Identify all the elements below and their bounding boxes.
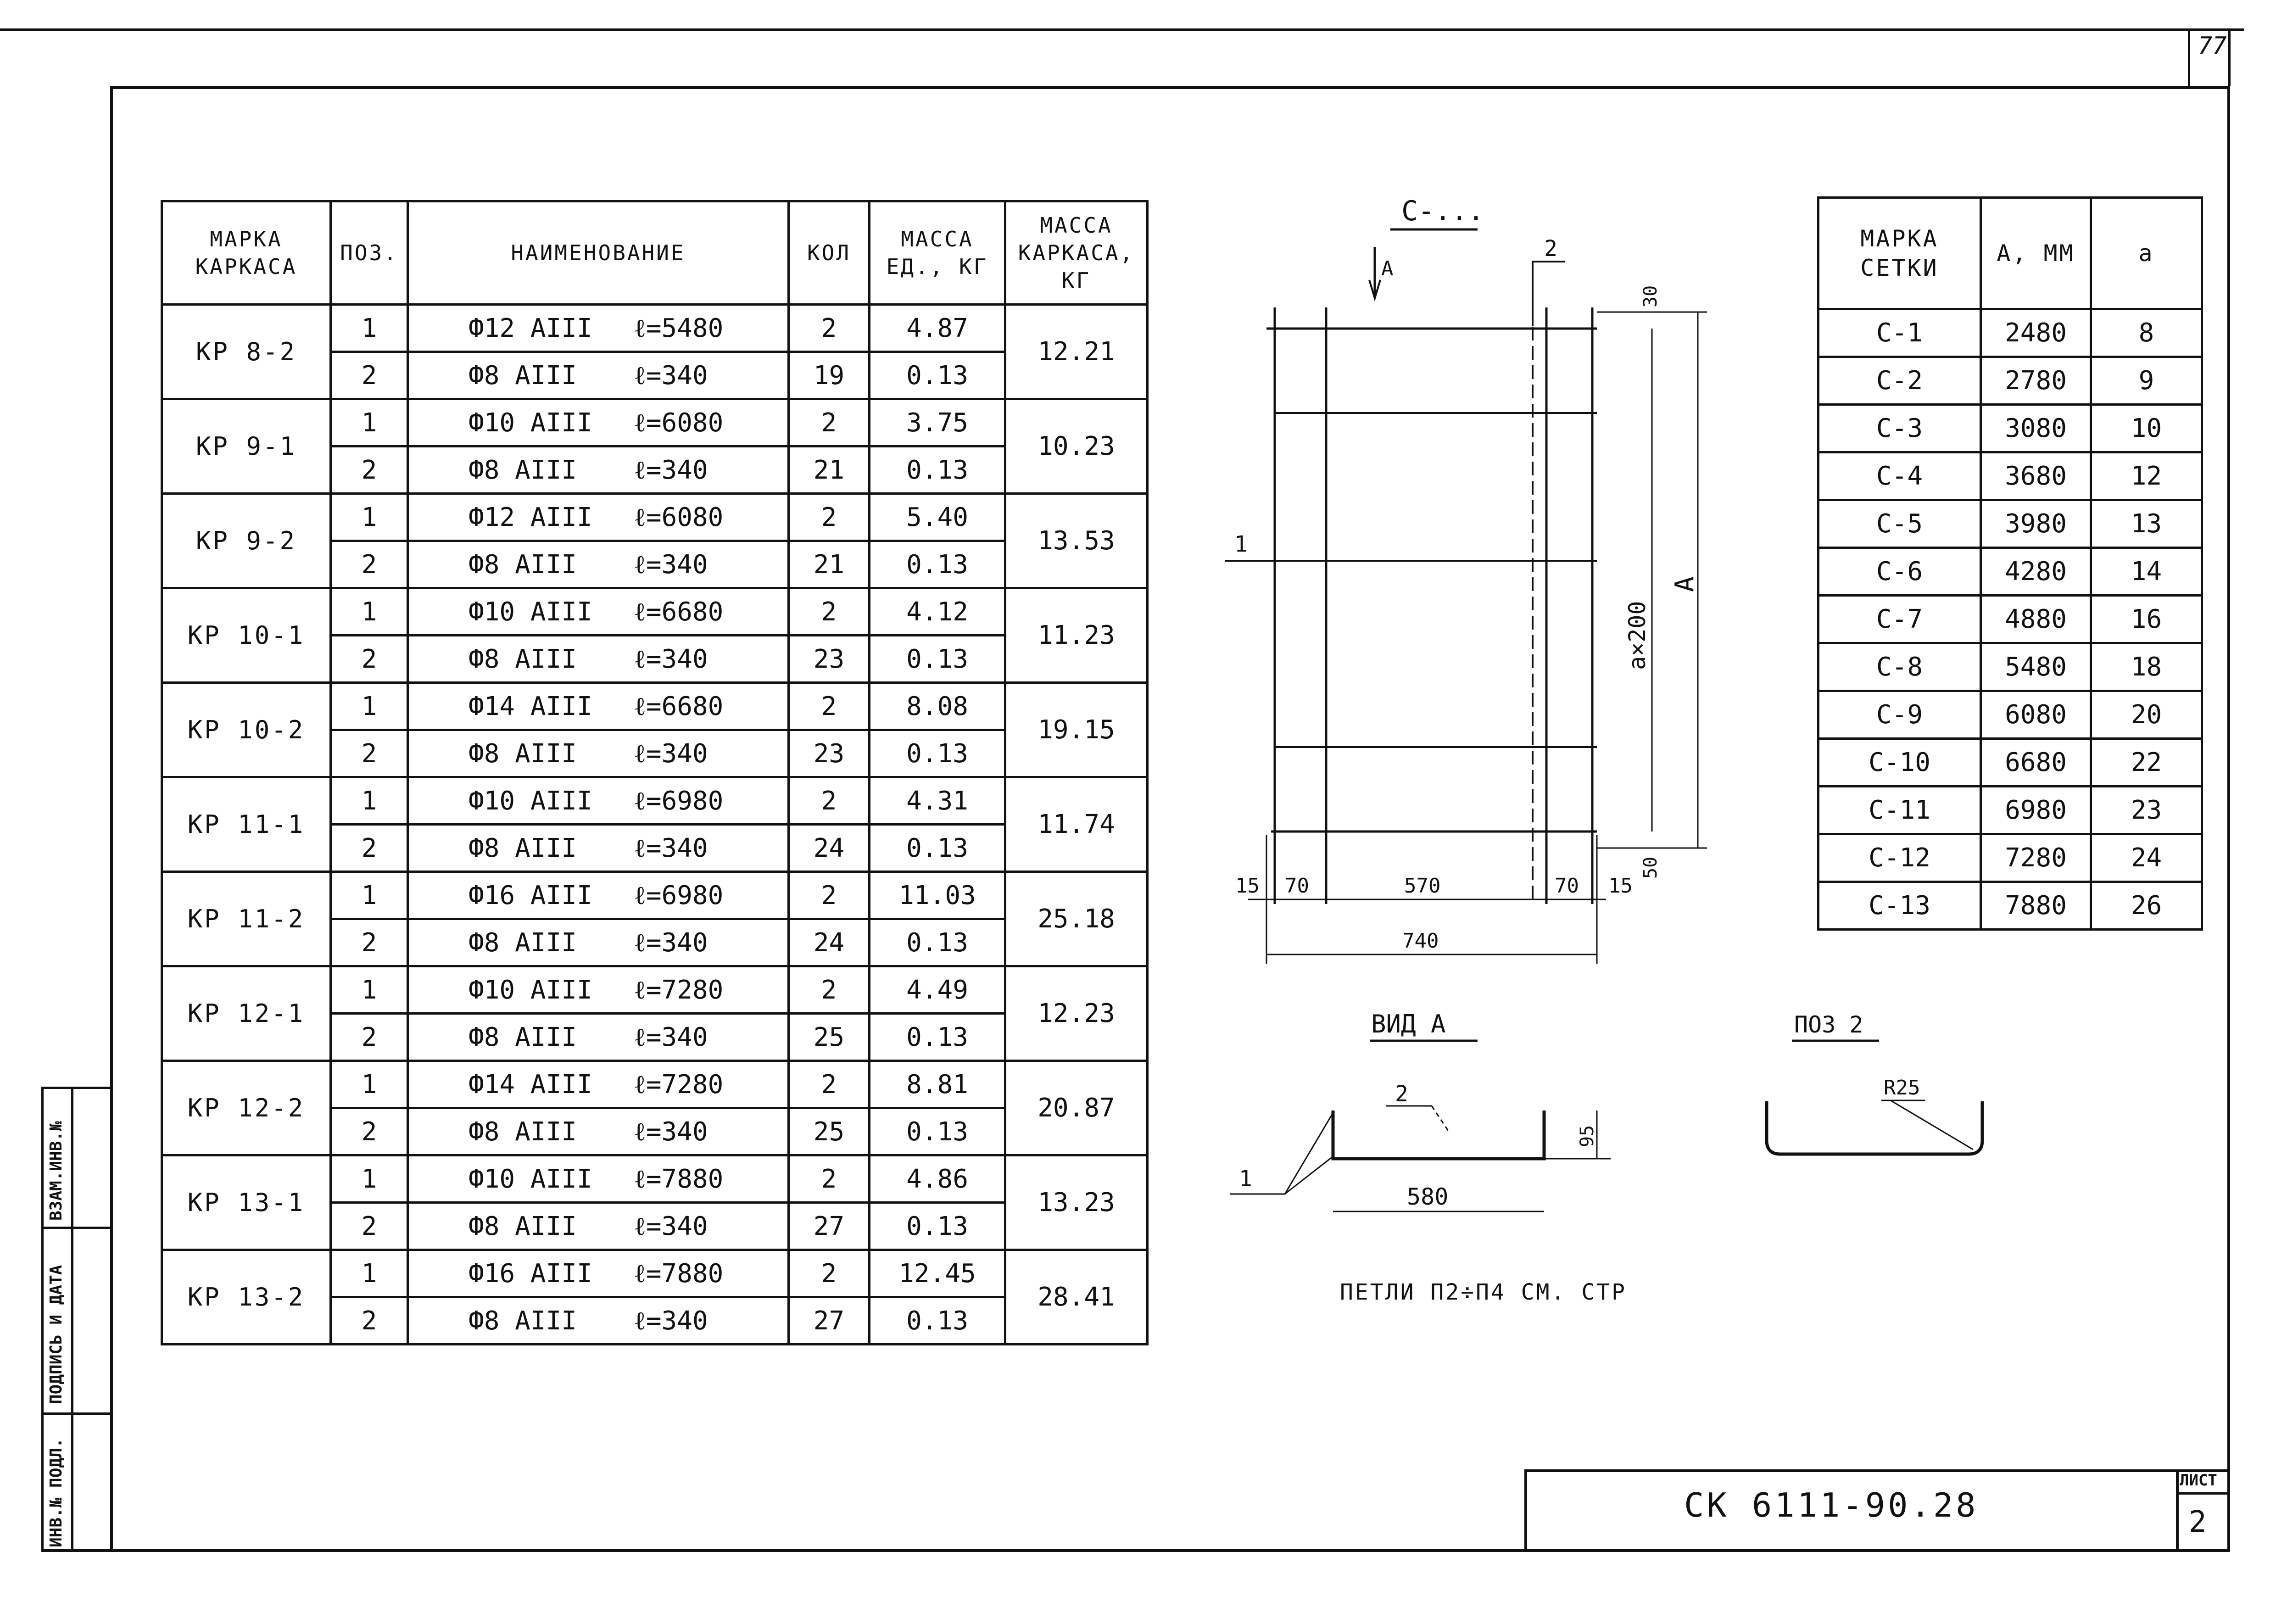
bar-length: ℓ=6980 — [634, 786, 724, 816]
dim-95: 95 — [1577, 1125, 1598, 1147]
frame-mass-cell: 20.87 — [1005, 1061, 1148, 1155]
mesh-a-cell: 23 — [2091, 787, 2202, 834]
pos-cell: 2 — [331, 1014, 408, 1061]
top-border-line — [0, 28, 2244, 31]
bar-diameter: Ф10 АIII — [469, 975, 592, 1005]
mesh-a-cell: 16 — [2091, 596, 2202, 643]
name-cell — [408, 919, 789, 966]
mesh-a-mm-cell: 4280 — [1981, 548, 2091, 596]
mass-unit-cell: 0.13 — [870, 919, 1005, 966]
qty-cell: 2 — [789, 683, 870, 730]
pos2-detail-title: ПОЗ 2 — [1794, 1011, 1863, 1038]
radius-label: R25 — [1884, 1076, 1920, 1099]
sheet-number: 2 — [2189, 1505, 2207, 1539]
pos-cell: 1 — [331, 1155, 408, 1203]
bar-diameter: Ф16 АIII — [469, 880, 592, 910]
mesh-a-cell: 12 — [2091, 452, 2202, 500]
bar-diameter: Ф8 АIII — [469, 644, 577, 674]
bar-diameter: Ф14 АIII — [469, 1069, 592, 1099]
frame-mark-cell: КР 8-2 — [162, 305, 331, 399]
table-body — [162, 305, 1148, 1345]
mesh-a-mm-cell: 5480 — [1981, 643, 2091, 691]
mesh-mark-cell: С-3 — [1818, 405, 1981, 452]
pos-cell: 2 — [331, 1203, 408, 1250]
bar-length: ℓ=5480 — [634, 313, 724, 343]
qty-cell: 2 — [789, 305, 870, 352]
bar-length: ℓ=6680 — [634, 691, 724, 721]
qty-cell: 2 — [789, 1250, 870, 1297]
header-pos: ПОЗ. — [331, 201, 408, 305]
frame-mass-cell: 28.41 — [1005, 1250, 1148, 1345]
bar-length: ℓ=340 — [634, 360, 708, 391]
frame-mass-cell: 25.18 — [1005, 872, 1148, 966]
bar-length: ℓ=6080 — [634, 407, 724, 438]
bar-diameter: Ф8 АIII — [469, 1116, 577, 1147]
frame-mark-cell: КР 12-2 — [162, 1061, 331, 1155]
name-cell — [408, 305, 789, 352]
pos-cell: 1 — [331, 494, 408, 541]
dim-570: 570 — [1404, 874, 1441, 898]
mass-unit-cell: 0.13 — [870, 1297, 1005, 1345]
view-a-pos2-leader-2 — [1432, 1106, 1450, 1133]
mesh-a-cell: 14 — [2091, 548, 2202, 596]
header-mark: МАРКА КАРКАСА — [162, 201, 331, 305]
mass-unit-cell: 0.13 — [870, 636, 1005, 683]
bar-diameter: Ф8 АIII — [469, 360, 577, 391]
frame-mark-cell: КР 11-1 — [162, 777, 331, 872]
name-cell — [408, 1108, 789, 1155]
pos-cell: 2 — [331, 446, 408, 494]
technical-drawing — [1193, 174, 2157, 1276]
mesh-mark-cell: С-5 — [1818, 500, 1981, 548]
mesh-mark-cell: С-12 — [1818, 834, 1981, 882]
table-row — [162, 399, 1148, 446]
table-row — [162, 1250, 1148, 1297]
header-mass-frame: МАССА КАРКАСА, КГ — [1005, 201, 1148, 305]
table-row — [162, 966, 1148, 1014]
pos2-detail-shape — [1767, 1101, 1982, 1154]
mass-unit-cell: 5.40 — [870, 494, 1005, 541]
frame-mass-cell: 11.23 — [1005, 588, 1148, 683]
dim-15-left: 15 — [1235, 874, 1260, 898]
bar-length: ℓ=7880 — [634, 1258, 724, 1289]
mesh-mark-cell: С-2 — [1818, 357, 1981, 405]
frame-mass-cell: 13.23 — [1005, 1155, 1148, 1250]
mesh-a-cell: 24 — [2091, 834, 2202, 882]
page-number: 77 — [2198, 32, 2227, 60]
table-row — [162, 777, 1148, 825]
pos-cell: 2 — [331, 919, 408, 966]
name-cell — [408, 1014, 789, 1061]
mesh-header-mark: МАРКА СЕТКИ — [1818, 198, 1981, 309]
frame-mass-cell: 10.23 — [1005, 399, 1148, 494]
frame-mass-cell: 13.53 — [1005, 494, 1148, 588]
mass-unit-cell: 4.12 — [870, 588, 1005, 636]
bar-length: ℓ=340 — [634, 1022, 708, 1052]
bar-length: ℓ=340 — [634, 1116, 708, 1147]
pos-cell: 1 — [331, 588, 408, 636]
frame-mark-cell: КР 13-1 — [162, 1155, 331, 1250]
pos-cell: 2 — [331, 1297, 408, 1345]
name-cell — [408, 966, 789, 1014]
bar-diameter: Ф8 АIII — [469, 833, 577, 863]
bar-diameter: Ф14 АIII — [469, 691, 592, 721]
bar-diameter: Ф8 АIII — [469, 738, 577, 769]
frame-mark-cell: КР 9-1 — [162, 399, 331, 494]
bar-length: ℓ=7280 — [634, 975, 724, 1005]
pos-cell: 1 — [331, 872, 408, 919]
mass-unit-cell: 4.31 — [870, 777, 1005, 825]
frame-mass-cell: 12.23 — [1005, 966, 1148, 1061]
sheet-label: ЛИСТ — [2180, 1471, 2217, 1490]
name-cell — [408, 730, 789, 777]
bar-length: ℓ=6080 — [634, 502, 724, 532]
table-row — [162, 1155, 1148, 1203]
frame-right — [2227, 86, 2230, 1552]
bar-diameter: Ф10 АIII — [469, 786, 592, 816]
radius-leader — [1891, 1100, 1973, 1150]
pos-cell: 2 — [331, 825, 408, 872]
mesh-mark-cell: С-8 — [1818, 643, 1981, 691]
name-cell — [408, 825, 789, 872]
pos-cell: 1 — [331, 683, 408, 730]
mesh-a-cell: 18 — [2091, 643, 2202, 691]
mesh-a-mm-cell: 3680 — [1981, 452, 2091, 500]
mesh-a-cell: 8 — [2091, 309, 2202, 357]
table-row — [162, 683, 1148, 730]
dim-70-left: 70 — [1285, 874, 1309, 898]
page-box-left — [2188, 28, 2190, 86]
table-row — [162, 588, 1148, 636]
mesh-mark-cell: С-7 — [1818, 596, 1981, 643]
dim-70-right: 70 — [1555, 874, 1579, 898]
pos1-label: 1 — [1234, 531, 1248, 557]
pos-cell: 1 — [331, 966, 408, 1014]
stamp-cell-wide-2 — [71, 1227, 113, 1415]
mesh-a-cell: 22 — [2091, 739, 2202, 787]
view-a-shape — [1333, 1111, 1544, 1159]
bar-diameter: Ф12 АIII — [469, 313, 592, 343]
bar-diameter: Ф12 АIII — [469, 502, 592, 532]
qty-cell: 2 — [789, 1061, 870, 1108]
qty-cell: 27 — [789, 1203, 870, 1250]
bar-diameter: Ф16 АIII — [469, 1258, 592, 1289]
name-cell — [408, 352, 789, 399]
pos-cell: 1 — [331, 777, 408, 825]
view-a-pos2: 2 — [1395, 1081, 1408, 1107]
table-row — [162, 872, 1148, 919]
bar-length: ℓ=340 — [634, 644, 708, 674]
name-cell — [408, 1203, 789, 1250]
dim-a200: а×200 — [1624, 601, 1651, 670]
mesh-a-mm-cell: 6680 — [1981, 739, 2091, 787]
bar-diameter: Ф8 АIII — [469, 1306, 577, 1336]
view-a-title: ВИД А — [1371, 1010, 1446, 1038]
mesh-mark-cell: С-9 — [1818, 691, 1981, 739]
frame-mark-cell: КР 10-1 — [162, 588, 331, 683]
table-row — [162, 1061, 1148, 1108]
mesh-mark-cell: С-4 — [1818, 452, 1981, 500]
mass-unit-cell: 4.87 — [870, 305, 1005, 352]
pos-cell: 1 — [331, 1061, 408, 1108]
sheet-box-divider — [2176, 1492, 2230, 1495]
qty-cell: 2 — [789, 588, 870, 636]
pos-cell: 1 — [331, 305, 408, 352]
qty-cell: 27 — [789, 1297, 870, 1345]
mass-unit-cell: 4.49 — [870, 966, 1005, 1014]
name-cell — [408, 683, 789, 730]
bar-length: ℓ=7880 — [634, 1164, 724, 1194]
document-code: СК 6111-90.28 — [1684, 1486, 1979, 1524]
mass-unit-cell: 0.13 — [870, 1203, 1005, 1250]
mesh-header-a: а — [2091, 198, 2202, 309]
name-cell — [408, 777, 789, 825]
pos-cell: 2 — [331, 541, 408, 588]
bar-length: ℓ=340 — [634, 738, 708, 769]
mass-unit-cell: 12.45 — [870, 1250, 1005, 1297]
mesh-a-cell: 13 — [2091, 500, 2202, 548]
name-cell — [408, 872, 789, 919]
bar-diameter: Ф8 АIII — [469, 549, 577, 580]
header-qty: КОЛ — [789, 201, 870, 305]
qty-cell: 2 — [789, 399, 870, 446]
frame-mark-cell: КР 12-1 — [162, 966, 331, 1061]
view-a-pos1: 1 — [1239, 1166, 1252, 1192]
frame-mass-cell: 19.15 — [1005, 683, 1148, 777]
qty-cell: 2 — [789, 494, 870, 541]
dim-15-right: 15 — [1608, 874, 1633, 898]
frame-mark-cell: КР 9-2 — [162, 494, 331, 588]
mesh-mark-cell: С-13 — [1818, 882, 1981, 930]
pos2-leader — [1533, 262, 1565, 326]
table-row — [162, 305, 1148, 352]
bar-length: ℓ=340 — [634, 1306, 708, 1336]
pos-cell: 2 — [331, 636, 408, 683]
stamp-inv-orig: ИНВ.№ ПОДЛ. — [47, 1438, 66, 1547]
mesh-a-mm-cell: 7880 — [1981, 882, 2091, 930]
qty-cell: 23 — [789, 730, 870, 777]
name-cell — [408, 541, 789, 588]
pos-cell: 2 — [331, 730, 408, 777]
mesh-a-cell: 26 — [2091, 882, 2202, 930]
dim-30: 30 — [1640, 285, 1661, 307]
mesh-a-cell: 20 — [2091, 691, 2202, 739]
mesh-header-a-mm: А, ММ — [1981, 198, 2091, 309]
mesh-a-cell: 10 — [2091, 405, 2202, 452]
bar-length: ℓ=340 — [634, 927, 708, 958]
mesh-a-mm-cell: 3080 — [1981, 405, 2091, 452]
mesh-a-cell: 9 — [2091, 357, 2202, 405]
stamp-inv-repl: ВЗАМ.ИНВ.№ — [47, 1121, 66, 1221]
bar-diameter: Ф10 АIII — [469, 1164, 592, 1194]
mass-unit-cell: 0.13 — [870, 825, 1005, 872]
mesh-mark-cell: С-11 — [1818, 787, 1981, 834]
pos-cell: 1 — [331, 1250, 408, 1297]
qty-cell: 2 — [789, 966, 870, 1014]
mass-unit-cell: 0.13 — [870, 541, 1005, 588]
name-cell — [408, 494, 789, 541]
bar-diameter: Ф8 АIII — [469, 927, 577, 958]
mesh-a-mm-cell: 3980 — [1981, 500, 2091, 548]
mass-unit-cell: 8.08 — [870, 683, 1005, 730]
bar-length: ℓ=340 — [634, 833, 708, 863]
bar-diameter: Ф8 АIII — [469, 455, 577, 485]
dim-580: 580 — [1407, 1183, 1449, 1210]
frame-mass-cell: 12.21 — [1005, 305, 1148, 399]
dim-A: А — [1670, 576, 1700, 592]
mesh-mark-cell: С-1 — [1818, 309, 1981, 357]
bar-diameter: Ф8 АIII — [469, 1022, 577, 1052]
qty-cell: 2 — [789, 1155, 870, 1203]
bar-length: ℓ=340 — [634, 1211, 708, 1241]
qty-cell: 2 — [789, 872, 870, 919]
stamp-sign-date: ПОДПИСЬ И ДАТА — [47, 1265, 66, 1404]
bar-length: ℓ=6680 — [634, 597, 724, 627]
bar-length: ℓ=6980 — [634, 880, 724, 910]
bar-length: ℓ=340 — [634, 455, 708, 485]
name-cell — [408, 1297, 789, 1345]
mesh-a-mm-cell: 6080 — [1981, 691, 2091, 739]
mesh-mark-cell: С-10 — [1818, 739, 1981, 787]
stamp-cell-wide-1 — [71, 1087, 113, 1229]
name-cell — [408, 588, 789, 636]
dim-740: 740 — [1402, 929, 1439, 953]
frame-schedule-table — [161, 200, 1149, 1345]
mesh-mark-cell: С-6 — [1818, 548, 1981, 596]
qty-cell: 23 — [789, 636, 870, 683]
table-row — [162, 494, 1148, 541]
view-a-pos1-leader-2 — [1285, 1156, 1333, 1194]
pos-cell: 2 — [331, 1108, 408, 1155]
mass-unit-cell: 0.13 — [870, 1108, 1005, 1155]
mass-unit-cell: 4.86 — [870, 1155, 1005, 1203]
name-cell — [408, 446, 789, 494]
pos-cell: 2 — [331, 352, 408, 399]
qty-cell: 21 — [789, 446, 870, 494]
header-mass-unit: МАССА ЕД., КГ — [870, 201, 1005, 305]
qty-cell: 24 — [789, 919, 870, 966]
bar-diameter: Ф10 АIII — [469, 597, 592, 627]
bar-length: ℓ=7280 — [634, 1069, 724, 1099]
mesh-a-mm-cell: 7280 — [1981, 834, 2091, 882]
bar-length: ℓ=340 — [634, 549, 708, 580]
loops-note-visible: ПЕТЛИ П2÷П4 СМ. СТР — [1340, 1279, 1627, 1305]
frame-mass-cell: 11.74 — [1005, 777, 1148, 872]
name-cell — [408, 399, 789, 446]
page-box-right — [2228, 28, 2231, 86]
mesh-a-mm-cell: 4880 — [1981, 596, 2091, 643]
header-name: НАИМЕНОВАНИЕ — [408, 201, 789, 305]
section-label: С-... — [1401, 195, 1484, 227]
qty-cell: 19 — [789, 352, 870, 399]
frame-mark-cell: КР 10-2 — [162, 683, 331, 777]
bar-diameter: Ф10 АIII — [469, 407, 592, 438]
view-arrow-label: А — [1381, 257, 1394, 280]
qty-cell: 25 — [789, 1108, 870, 1155]
qty-cell: 21 — [789, 541, 870, 588]
name-cell — [408, 1061, 789, 1108]
mesh-a-mm-cell: 2480 — [1981, 309, 2091, 357]
mass-unit-cell: 0.13 — [870, 1014, 1005, 1061]
name-cell — [408, 636, 789, 683]
mass-unit-cell: 3.75 — [870, 399, 1005, 446]
stamp-cell-wide-3 — [71, 1412, 113, 1552]
qty-cell: 24 — [789, 825, 870, 872]
name-cell — [408, 1250, 789, 1297]
table-header-row — [162, 201, 1148, 305]
qty-cell: 2 — [789, 777, 870, 825]
frame-mark-cell: КР 11-2 — [162, 872, 331, 966]
name-cell — [408, 1155, 789, 1203]
frame-mark-cell: КР 13-2 — [162, 1250, 331, 1345]
mass-unit-cell: 0.13 — [870, 446, 1005, 494]
mass-unit-cell: 0.13 — [870, 730, 1005, 777]
mass-unit-cell: 8.81 — [870, 1061, 1005, 1108]
frame-top — [110, 86, 2230, 89]
mesh-a-mm-cell: 6980 — [1981, 787, 2091, 834]
mass-unit-cell: 11.03 — [870, 872, 1005, 919]
mesh-a-mm-cell: 2780 — [1981, 357, 2091, 405]
dim-50: 50 — [1640, 856, 1661, 879]
pos-cell: 1 — [331, 399, 408, 446]
qty-cell: 25 — [789, 1014, 870, 1061]
bar-diameter: Ф8 АIII — [469, 1211, 577, 1241]
pos2-label: 2 — [1544, 236, 1557, 262]
mass-unit-cell: 0.13 — [870, 352, 1005, 399]
